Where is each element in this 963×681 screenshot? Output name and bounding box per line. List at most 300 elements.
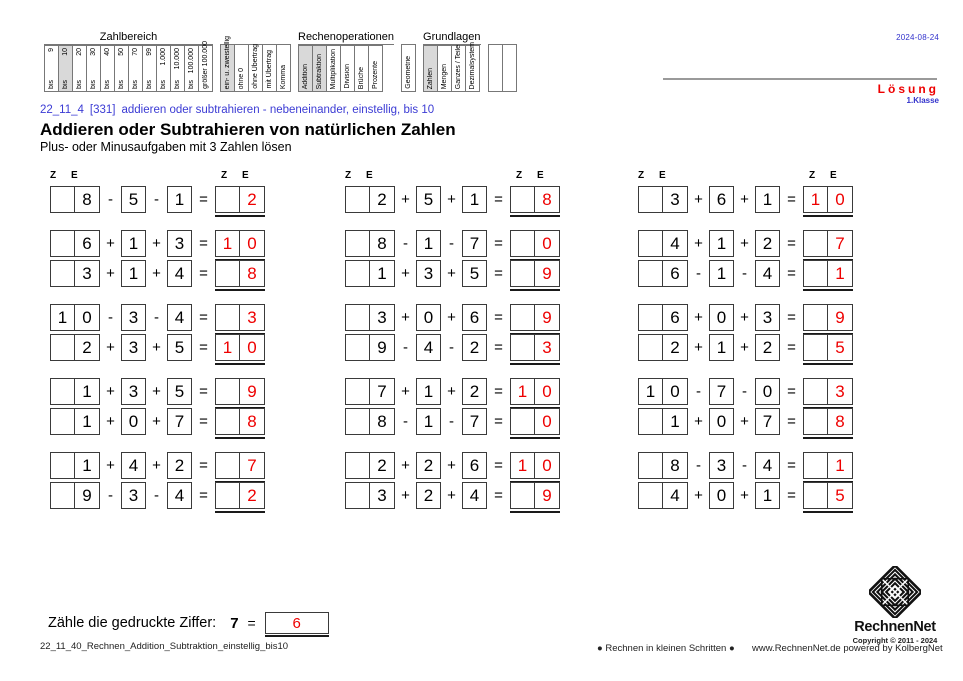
result-wrap xyxy=(215,452,265,479)
operand-a-ones: 0 xyxy=(82,307,92,327)
exercise-row xyxy=(50,378,288,405)
category-cell[interactable] xyxy=(73,45,87,92)
operand-a-tens xyxy=(51,483,75,508)
header-divider xyxy=(663,78,937,80)
category-cell-prefix: bis xyxy=(159,80,167,89)
grade-label: 1.Klasse xyxy=(906,96,939,105)
category-cell[interactable] xyxy=(87,45,101,92)
result-box[interactable] xyxy=(510,230,560,257)
operand-b-box[interactable]: 1 xyxy=(709,230,734,257)
operand-c-box[interactable]: 4 xyxy=(755,260,780,287)
category-cell[interactable] xyxy=(489,44,503,92)
result-tens xyxy=(804,453,828,478)
category-cell[interactable] xyxy=(115,45,129,92)
category-cells xyxy=(220,35,291,92)
operand-a-box[interactable] xyxy=(638,408,688,435)
result-ones: 7 xyxy=(247,455,257,475)
exercise-column xyxy=(50,170,288,526)
operand-c-box[interactable]: 1 xyxy=(755,482,780,509)
operator-2: + xyxy=(740,191,749,208)
result-ones: 0 xyxy=(247,337,257,357)
operand-b-box[interactable]: 4 xyxy=(121,452,146,479)
operand-b-box[interactable]: 3 xyxy=(709,452,734,479)
operand-b-box[interactable]: 3 xyxy=(121,482,146,509)
ze-header-tens-right: Z xyxy=(809,170,816,181)
result-ones: 8 xyxy=(542,189,552,209)
operand-c-box[interactable]: 0 xyxy=(755,378,780,405)
operand-b-box[interactable]: 5 xyxy=(416,186,441,213)
category-cell-label: Mengen xyxy=(440,63,448,89)
category-cell-prefix: bis xyxy=(117,80,125,89)
result-box[interactable] xyxy=(215,334,265,361)
operand-a-box[interactable] xyxy=(50,452,100,479)
result-tens xyxy=(216,261,240,286)
operand-a-box[interactable] xyxy=(345,186,395,213)
category-cell[interactable] xyxy=(452,45,466,92)
operator-2: + xyxy=(152,265,161,282)
category-cell-label: Dezimalsystem xyxy=(468,41,476,89)
result-box[interactable] xyxy=(215,408,265,435)
operand-c-box[interactable]: 2 xyxy=(755,334,780,361)
operand-a-tens xyxy=(346,379,370,404)
result-ones: 9 xyxy=(542,263,552,283)
result-box[interactable] xyxy=(510,186,560,213)
page-title: Addieren oder Subtrahieren von natürlichen Zahlen xyxy=(40,120,456,139)
result-box[interactable] xyxy=(510,482,560,509)
category-cell[interactable] xyxy=(45,45,59,92)
category-cell[interactable] xyxy=(341,45,355,92)
count-equals-sign: = xyxy=(247,615,256,631)
operand-c-box[interactable]: 2 xyxy=(462,378,487,405)
operand-b-box[interactable]: 3 xyxy=(416,260,441,287)
result-box[interactable] xyxy=(510,260,560,287)
exercise-group xyxy=(345,378,583,435)
result-box[interactable] xyxy=(803,378,853,405)
operand-c-box[interactable]: 3 xyxy=(167,230,192,257)
operand-b-box[interactable]: 1 xyxy=(416,408,441,435)
operand-c-box[interactable]: 4 xyxy=(755,452,780,479)
category-cell[interactable] xyxy=(59,45,73,92)
category-cell[interactable] xyxy=(249,44,263,92)
operand-c-box[interactable]: 2 xyxy=(755,230,780,257)
operand-a-box[interactable] xyxy=(50,408,100,435)
result-ones: 1 xyxy=(835,263,845,283)
worksheet-descriptor: addieren oder subtrahieren - nebeneinander, einstellig, bis 10 xyxy=(121,104,435,116)
result-box[interactable] xyxy=(803,482,853,509)
operand-a-box[interactable] xyxy=(638,334,688,361)
result-box[interactable] xyxy=(215,304,265,331)
ze-header-ones-left: E xyxy=(366,170,374,181)
operand-b-box[interactable]: 3 xyxy=(121,378,146,405)
operand-b-box[interactable]: 0 xyxy=(416,304,441,331)
operand-b-box[interactable]: 0 xyxy=(121,408,146,435)
operator-2: + xyxy=(740,309,749,326)
operand-a-box[interactable] xyxy=(345,304,395,331)
operator-2: + xyxy=(447,383,456,400)
operand-b-box[interactable]: 4 xyxy=(416,334,441,361)
operator-2: + xyxy=(740,339,749,356)
result-box[interactable] xyxy=(803,260,853,287)
result-box[interactable] xyxy=(215,260,265,287)
operator-2: - xyxy=(449,235,454,252)
operand-b-box[interactable]: 7 xyxy=(709,378,734,405)
operand-c-box[interactable]: 5 xyxy=(167,378,192,405)
operator-2: - xyxy=(154,487,159,504)
operator-2: - xyxy=(742,383,747,400)
count-answer-box[interactable]: 6 xyxy=(265,612,329,634)
category-cell[interactable] xyxy=(424,45,438,92)
result-wrap xyxy=(510,408,560,435)
count-answer-underline xyxy=(265,635,329,637)
operand-b-box[interactable]: 0 xyxy=(709,482,734,509)
category-cell[interactable] xyxy=(369,45,383,92)
exercise-row xyxy=(638,452,876,479)
result-ones: 0 xyxy=(542,233,552,253)
result-wrap xyxy=(510,482,560,509)
exercise-group xyxy=(638,304,876,361)
operand-a-tens: 1 xyxy=(51,305,75,330)
operator-1: + xyxy=(106,383,115,400)
operand-c-box[interactable]: 1 xyxy=(167,186,192,213)
category-cell[interactable] xyxy=(503,44,517,92)
logo-block xyxy=(840,566,950,645)
operator-1: + xyxy=(401,383,410,400)
operand-c-box[interactable]: 1 xyxy=(462,186,487,213)
result-ones: 1 xyxy=(835,455,845,475)
equals-sign: = xyxy=(199,265,208,282)
operator-1: - xyxy=(403,413,408,430)
operand-b-box[interactable]: 1 xyxy=(121,260,146,287)
equals-sign: = xyxy=(494,235,503,252)
operand-a-box[interactable] xyxy=(345,378,395,405)
category-cell[interactable] xyxy=(199,41,213,92)
ze-header-ones-right: E xyxy=(537,170,545,181)
operand-a-ones: 8 xyxy=(82,189,92,209)
operator-1: - xyxy=(108,309,113,326)
operand-b-box[interactable]: 1 xyxy=(416,378,441,405)
result-tens: 1 xyxy=(511,379,535,404)
logo-copyright: Copyright © 2011 - 2024 xyxy=(852,636,938,645)
category-cell-label: Geometrie xyxy=(404,56,412,89)
result-tens xyxy=(216,187,240,212)
result-tens xyxy=(216,483,240,508)
operand-a-ones: 2 xyxy=(377,189,387,209)
operand-b-box[interactable]: 1 xyxy=(709,260,734,287)
footer-slogan: ● Rechnen in kleinen Schritten ● xyxy=(597,643,735,654)
result-underline xyxy=(803,215,853,217)
operand-a-box[interactable] xyxy=(638,482,688,509)
operand-c-box[interactable]: 1 xyxy=(755,186,780,213)
operand-c-box[interactable]: 5 xyxy=(462,260,487,287)
category-cell[interactable] xyxy=(157,45,171,92)
operand-a-box[interactable] xyxy=(50,482,100,509)
operand-a-tens xyxy=(346,187,370,212)
operand-b-box[interactable]: 0 xyxy=(709,408,734,435)
result-ones: 0 xyxy=(542,411,552,431)
category-cell-label: ohne Übertrag xyxy=(251,44,259,89)
category-cell[interactable] xyxy=(355,45,369,92)
result-box[interactable] xyxy=(803,452,853,479)
result-wrap xyxy=(803,482,853,509)
exercise-row xyxy=(345,334,583,361)
category-cell-label: größer 100.000 xyxy=(201,41,209,89)
operand-b-box[interactable]: 5 xyxy=(121,186,146,213)
operand-c-box[interactable]: 4 xyxy=(462,482,487,509)
operand-c-box[interactable]: 4 xyxy=(167,304,192,331)
operand-b-box[interactable]: 3 xyxy=(121,334,146,361)
result-ones: 5 xyxy=(835,337,845,357)
exercise-group xyxy=(345,304,583,361)
result-box[interactable] xyxy=(803,408,853,435)
operand-c-box[interactable]: 4 xyxy=(167,482,192,509)
exercise-column xyxy=(638,170,876,526)
category-cell[interactable] xyxy=(221,35,235,92)
operand-a-box[interactable] xyxy=(345,260,395,287)
equals-sign: = xyxy=(199,191,208,208)
result-box[interactable] xyxy=(215,186,265,213)
exercise-group xyxy=(50,186,288,213)
category-cell-value: 9 xyxy=(47,48,55,52)
category-cell-value: 50 xyxy=(117,48,125,56)
result-wrap xyxy=(803,260,853,287)
result-wrap xyxy=(215,408,265,435)
exercise-row xyxy=(345,408,583,435)
operator-2: + xyxy=(740,487,749,504)
operand-a-ones: 8 xyxy=(377,411,387,431)
operand-a-box[interactable] xyxy=(638,452,688,479)
operand-a-box[interactable] xyxy=(638,230,688,257)
operator-1: + xyxy=(694,413,703,430)
operator-2: + xyxy=(152,339,161,356)
category-cell[interactable] xyxy=(402,44,416,92)
result-underline xyxy=(215,511,265,513)
category-cell-label: Addition xyxy=(301,63,309,89)
category-cell[interactable] xyxy=(299,45,313,92)
category-cells xyxy=(423,41,481,92)
category-cell[interactable] xyxy=(129,45,143,92)
operator-1: + xyxy=(106,457,115,474)
category-cell[interactable] xyxy=(143,45,157,92)
operand-c-box[interactable]: 7 xyxy=(462,408,487,435)
category-cell[interactable] xyxy=(101,45,115,92)
result-wrap xyxy=(803,408,853,435)
operand-a-tens xyxy=(346,261,370,286)
operand-c-box[interactable]: 7 xyxy=(167,408,192,435)
result-underline xyxy=(803,511,853,513)
exercise-row xyxy=(345,452,583,479)
result-box[interactable] xyxy=(510,304,560,331)
exercise-group xyxy=(638,452,876,509)
result-box[interactable] xyxy=(215,230,265,257)
operand-a-box[interactable] xyxy=(50,304,100,331)
operand-a-box[interactable] xyxy=(638,260,688,287)
category-cell-label: Subtraktion xyxy=(315,53,323,89)
operator-1: - xyxy=(696,457,701,474)
result-box[interactable] xyxy=(510,408,560,435)
category-cell-label: Multiplikation xyxy=(329,48,337,89)
ze-header-tens-left: Z xyxy=(638,170,645,181)
result-box[interactable] xyxy=(510,334,560,361)
operand-a-tens xyxy=(639,261,663,286)
exercise-row xyxy=(345,260,583,287)
category-cell[interactable] xyxy=(327,45,341,92)
operator-1: - xyxy=(108,487,113,504)
result-tens xyxy=(804,335,828,360)
result-ones: 5 xyxy=(835,485,845,505)
operand-a-tens xyxy=(51,261,75,286)
exercise-row xyxy=(638,408,876,435)
result-tens xyxy=(804,379,828,404)
result-wrap xyxy=(803,230,853,257)
operand-c-box[interactable]: 3 xyxy=(755,304,780,331)
operand-b-box[interactable]: 1 xyxy=(709,334,734,361)
operand-a-box[interactable] xyxy=(50,260,100,287)
ze-header-tens-right: Z xyxy=(221,170,228,181)
category-cell-label: Division xyxy=(343,64,351,89)
exercise-row xyxy=(638,260,876,287)
operand-c-box[interactable]: 7 xyxy=(462,230,487,257)
operand-a-ones: 7 xyxy=(377,381,387,401)
operand-b-box[interactable]: 2 xyxy=(416,452,441,479)
worksheet-bracket-id: [331] xyxy=(89,104,116,116)
operand-b-box[interactable]: 0 xyxy=(709,304,734,331)
operand-a-box[interactable] xyxy=(50,334,100,361)
result-ones: 0 xyxy=(542,381,552,401)
operand-a-box[interactable] xyxy=(638,304,688,331)
result-box[interactable] xyxy=(215,452,265,479)
operator-2: + xyxy=(447,309,456,326)
category-cell[interactable] xyxy=(171,45,185,92)
operand-b-box[interactable]: 1 xyxy=(416,230,441,257)
operand-a-box[interactable] xyxy=(345,482,395,509)
category-cell[interactable] xyxy=(263,44,277,92)
result-box[interactable] xyxy=(803,304,853,331)
result-underline xyxy=(803,437,853,439)
result-underline xyxy=(215,437,265,439)
category-cell-value: 40 xyxy=(103,48,111,56)
operand-a-ones: 1 xyxy=(82,381,92,401)
operand-a-box[interactable] xyxy=(50,378,100,405)
result-box[interactable] xyxy=(803,334,853,361)
ze-header xyxy=(50,170,288,186)
category-group-title: Rechenoperationen xyxy=(298,31,395,43)
operator-1: + xyxy=(401,191,410,208)
equals-sign: = xyxy=(787,487,796,504)
result-box[interactable] xyxy=(803,230,853,257)
category-group-title: Grundlagen xyxy=(423,31,481,43)
result-ones: 2 xyxy=(247,485,257,505)
result-box[interactable] xyxy=(803,186,853,213)
operand-c-box[interactable]: 5 xyxy=(167,334,192,361)
result-wrap xyxy=(510,260,560,287)
operator-1: + xyxy=(694,487,703,504)
category-cells xyxy=(401,44,416,92)
category-group xyxy=(423,30,481,92)
category-cell[interactable] xyxy=(277,44,291,92)
exercise-row xyxy=(345,186,583,213)
operand-a-box[interactable] xyxy=(638,186,688,213)
operand-b-box[interactable]: 1 xyxy=(121,230,146,257)
operand-c-box[interactable]: 4 xyxy=(167,260,192,287)
result-underline xyxy=(510,511,560,513)
operator-2: - xyxy=(742,457,747,474)
exercise-row xyxy=(638,482,876,509)
operand-a-box[interactable] xyxy=(50,186,100,213)
operand-a-box[interactable] xyxy=(345,334,395,361)
category-cell-prefix: bis xyxy=(145,80,153,89)
operand-c-box[interactable]: 7 xyxy=(755,408,780,435)
result-tens xyxy=(804,483,828,508)
operand-c-box[interactable]: 6 xyxy=(462,452,487,479)
result-tens xyxy=(804,231,828,256)
category-cell[interactable] xyxy=(185,45,199,92)
category-cell-value: 99 xyxy=(145,48,153,56)
exercise-row xyxy=(50,482,288,509)
operator-1: + xyxy=(401,457,410,474)
result-tens xyxy=(511,231,535,256)
operator-2: - xyxy=(154,309,159,326)
operand-a-ones: 6 xyxy=(670,307,680,327)
category-cell[interactable] xyxy=(466,41,480,92)
operator-1: + xyxy=(106,235,115,252)
exercise-row xyxy=(50,452,288,479)
operand-b-box[interactable]: 2 xyxy=(416,482,441,509)
operator-1: + xyxy=(106,339,115,356)
operand-c-box[interactable]: 2 xyxy=(167,452,192,479)
result-tens: 1 xyxy=(511,453,535,478)
result-box[interactable] xyxy=(510,378,560,405)
category-cell[interactable] xyxy=(235,44,249,92)
result-wrap xyxy=(803,186,853,213)
category-group-title xyxy=(401,30,416,44)
operator-2: + xyxy=(152,235,161,252)
count-target-digit: 7 xyxy=(230,614,239,632)
operand-a-tens xyxy=(639,187,663,212)
operator-1: + xyxy=(401,309,410,326)
exercise-row xyxy=(345,230,583,257)
operand-a-box[interactable] xyxy=(345,230,395,257)
result-wrap xyxy=(510,304,560,331)
category-cell[interactable] xyxy=(313,45,327,92)
result-box[interactable] xyxy=(215,482,265,509)
operand-a-box[interactable] xyxy=(50,230,100,257)
result-wrap xyxy=(215,260,265,287)
category-cell-prefix: bis xyxy=(47,80,55,89)
operand-a-box[interactable] xyxy=(638,378,688,405)
operand-c-box[interactable]: 6 xyxy=(462,304,487,331)
exercise-row xyxy=(638,230,876,257)
result-wrap xyxy=(803,452,853,479)
operand-b-box[interactable]: 6 xyxy=(709,186,734,213)
operand-a-ones: 2 xyxy=(377,455,387,475)
operand-b-box[interactable]: 3 xyxy=(121,304,146,331)
category-cell-value: 30 xyxy=(89,48,97,56)
operand-a-box[interactable] xyxy=(345,408,395,435)
result-box[interactable] xyxy=(510,452,560,479)
ze-header-ones-left: E xyxy=(659,170,667,181)
category-cell-label: ohne 0 xyxy=(237,67,245,89)
category-cell[interactable] xyxy=(438,45,452,92)
result-wrap xyxy=(215,334,265,361)
operand-a-box[interactable] xyxy=(345,452,395,479)
date-label: 2024-08-24 xyxy=(896,33,939,42)
equals-sign: = xyxy=(199,235,208,252)
result-tens xyxy=(804,305,828,330)
operator-2: - xyxy=(154,191,159,208)
exercise-row xyxy=(50,304,288,331)
operand-c-box[interactable]: 2 xyxy=(462,334,487,361)
result-box[interactable] xyxy=(215,378,265,405)
